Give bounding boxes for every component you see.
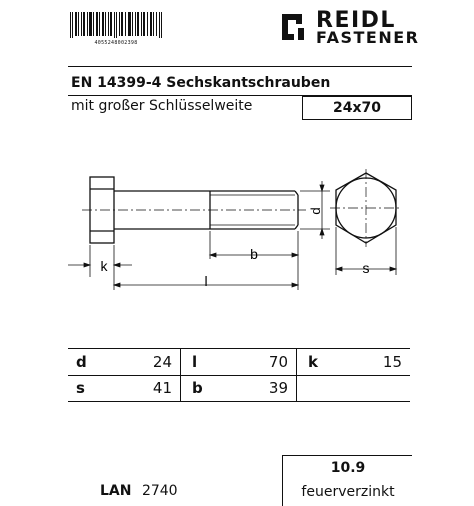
- table-row: [68, 349, 410, 376]
- spec-d-symbol: d: [76, 353, 87, 371]
- brand-name: REIDL: [316, 8, 396, 33]
- lan-field: [100, 483, 178, 499]
- spec-l-value: 70: [268, 353, 288, 371]
- brand-subname: FASTENER: [316, 28, 420, 47]
- product-size: 24x70: [302, 96, 412, 120]
- table-divider: [296, 349, 297, 402]
- spec-k-symbol: k: [308, 353, 318, 371]
- dim-b-label: b: [250, 246, 258, 262]
- barcode-number: 4055248002398: [94, 40, 138, 46]
- spec-l-symbol: l: [192, 353, 198, 371]
- spec-b-symbol: b: [192, 379, 203, 397]
- bolt-technical-drawing: [60, 165, 420, 295]
- reidl-logo-icon: [276, 10, 308, 44]
- dim-s-label: s: [362, 260, 370, 276]
- spec-k-value: 15: [382, 353, 402, 371]
- strength-class: 10.9: [330, 460, 366, 476]
- lan-label: LAN: [100, 483, 132, 499]
- product-subtitle: mit großer Schlüsselweite: [71, 98, 253, 114]
- spec-s-value: 41: [152, 379, 172, 397]
- dimension-table: [68, 348, 410, 402]
- spec-b-value: 39: [268, 379, 288, 397]
- table-row: [68, 375, 410, 401]
- spec-d-value: 24: [152, 353, 172, 371]
- product-title: EN 14399-4 Sechskantschrauben: [71, 75, 331, 91]
- lan-value: 2740: [141, 483, 178, 499]
- table-divider: [180, 349, 181, 402]
- strength-class-box: [282, 455, 412, 506]
- dim-k-label: k: [100, 258, 108, 274]
- dim-d-label: d: [308, 207, 323, 215]
- surface-finish: feuerverzinkt: [301, 484, 395, 500]
- top-divider: [68, 66, 412, 67]
- dim-l-label: l: [204, 273, 208, 289]
- spec-s-symbol: s: [76, 379, 85, 397]
- barcode: [70, 12, 162, 38]
